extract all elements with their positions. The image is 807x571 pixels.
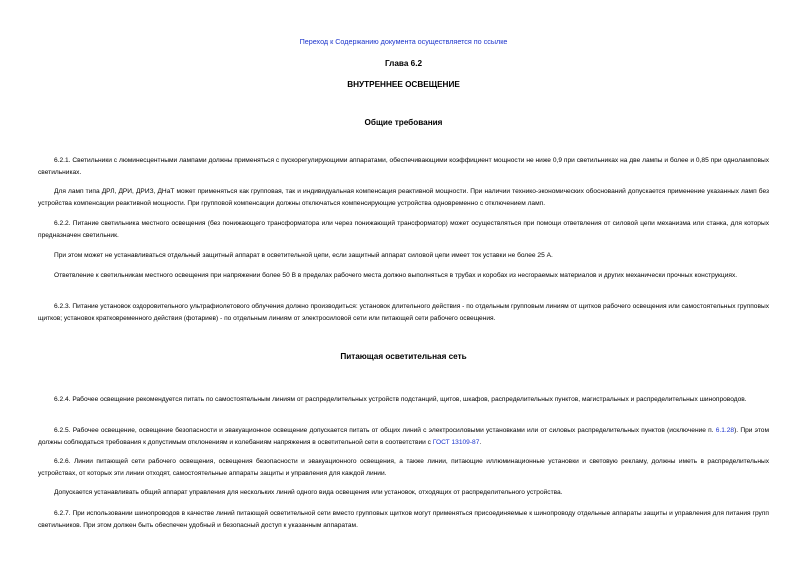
chapter-number: Глава 6.2 (384, 59, 423, 68)
contents-link[interactable]: Переход к Содержанию документа осуществляется по ссылке (299, 37, 508, 46)
paragraph-6-2-5-text-a: 6.2.5. Рабочее освещение, освещение безопасности и эвакуационное освещение допускается питать от общих линий с электросиловыми установками или от силовых распределительных пунктов (исключение п. (54, 427, 716, 434)
paragraph-6-2-5 (38, 425, 769, 448)
paragraph-6-2-1: 6.2.1. Светильники с люминесцентными лампами должны применяться с пускорегулирующими аппаратами, обеспечивающими коэффициент мощности не ниже 0,9 при светильниках на две лампы и более и 0,85 при однoламповых светильниках. (38, 157, 769, 176)
paragraph-protection-device: При этом может не устанавливаться отдельный защитный аппарат в осветительной цепи, если защитный аппарат силовой цепи имеет ток уставки не более 25 А. (54, 252, 553, 259)
gost-13109-87-link[interactable]: ГОСТ 13109-87 (432, 438, 480, 446)
paragraph-6-2-7: 6.2.7. При использовании шинопроводов в качестве линий питающей осветительной сети вместо групповых щитков могут применяться присоединяемые к шинопроводу отдельные аппараты защиты и управления для питания групп светильников. При этом должен быть обеспечен удобный и безопасный доступ к указанным аппаратам. (38, 510, 769, 529)
chapter-title: ВНУТРЕННЕЕ ОСВЕЩЕНИЕ (347, 80, 460, 89)
section-heading-general: Общие требования (364, 118, 443, 127)
paragraph-common-control: Допускается устанавливать общий аппарат управления для нескольких линий одного вида освещения или установок, отходящих от распределительного устройства. (54, 489, 563, 496)
paragraph-6-2-2: 6.2.2. Питание светильника местного освещения (без понижающего трансформатора или через понижающий трансформатор) может осуществляться при помощи ответвления от силовой цепи механизма или станка, для которых предназначен светильник. (38, 220, 769, 239)
paragraph-6-2-4: 6.2.4. Рабочее освещение рекомендуется питать по самостоятельным линиям от распределительных устройств подстанций, щитов, шкафов, распределительных пунктов, магистральных и распределительных шинопроводов. (54, 396, 747, 403)
paragraph-6-2-3: 6.2.3. Питание установок оздоровительного ультрафиолетового облучения должно производиться: установок длительного действия - по отдельным групповым линиям от щитков рабочего освещения или самостоятельных групповых щитков; установок кратковременного действия (фотариев) - по отдельным линиям от электросиловой сети или питающей сети рабочего освещения. (38, 303, 769, 322)
paragraph-6-2-5-text-c: . (479, 438, 482, 446)
paragraph-6-2-5-text-b: ). При этом должны соблюдаться требования к допустимым отклонениям и колебаниям напряжения в осветительной сети в соответствии с (38, 427, 769, 446)
paragraph-local-lighting-branch: Ответвление к светильникам местного освещения при напряжении более 50 В в пределах рабочего места должно выполняться в трубах и коробах из несгораемых материалов и других механически прочных конструкциях. (54, 272, 738, 279)
paragraph-6-2-6: 6.2.6. Линии питающей сети рабочего освещения, освещения безопасности и эвакуационного освещения, а также линии, питающие иллюминационные установки и световую рекламу, должны иметь в распределительных устройствах, от которых эти линии отходят, самостоятельные аппараты защиты и управления для каждой линии. (38, 458, 769, 477)
clause-6-1-28-link[interactable]: 6.1.28 (715, 427, 735, 434)
paragraph-lamps-compensation: Для ламп типа ДРЛ, ДРИ, ДРИЗ, ДНаТ может применяться как групповая, так и индивидуальная компенсация реактивной мощности. При наличии технико-экономических обоснований допускается применение указанных ламп без устройства компенсации реактивной мощности. При групповой компенсации должны отключаться компенсирующие устройства одновременно с отключением ламп. (38, 188, 769, 207)
section-heading-network: Питающая осветительная сеть (340, 352, 467, 361)
